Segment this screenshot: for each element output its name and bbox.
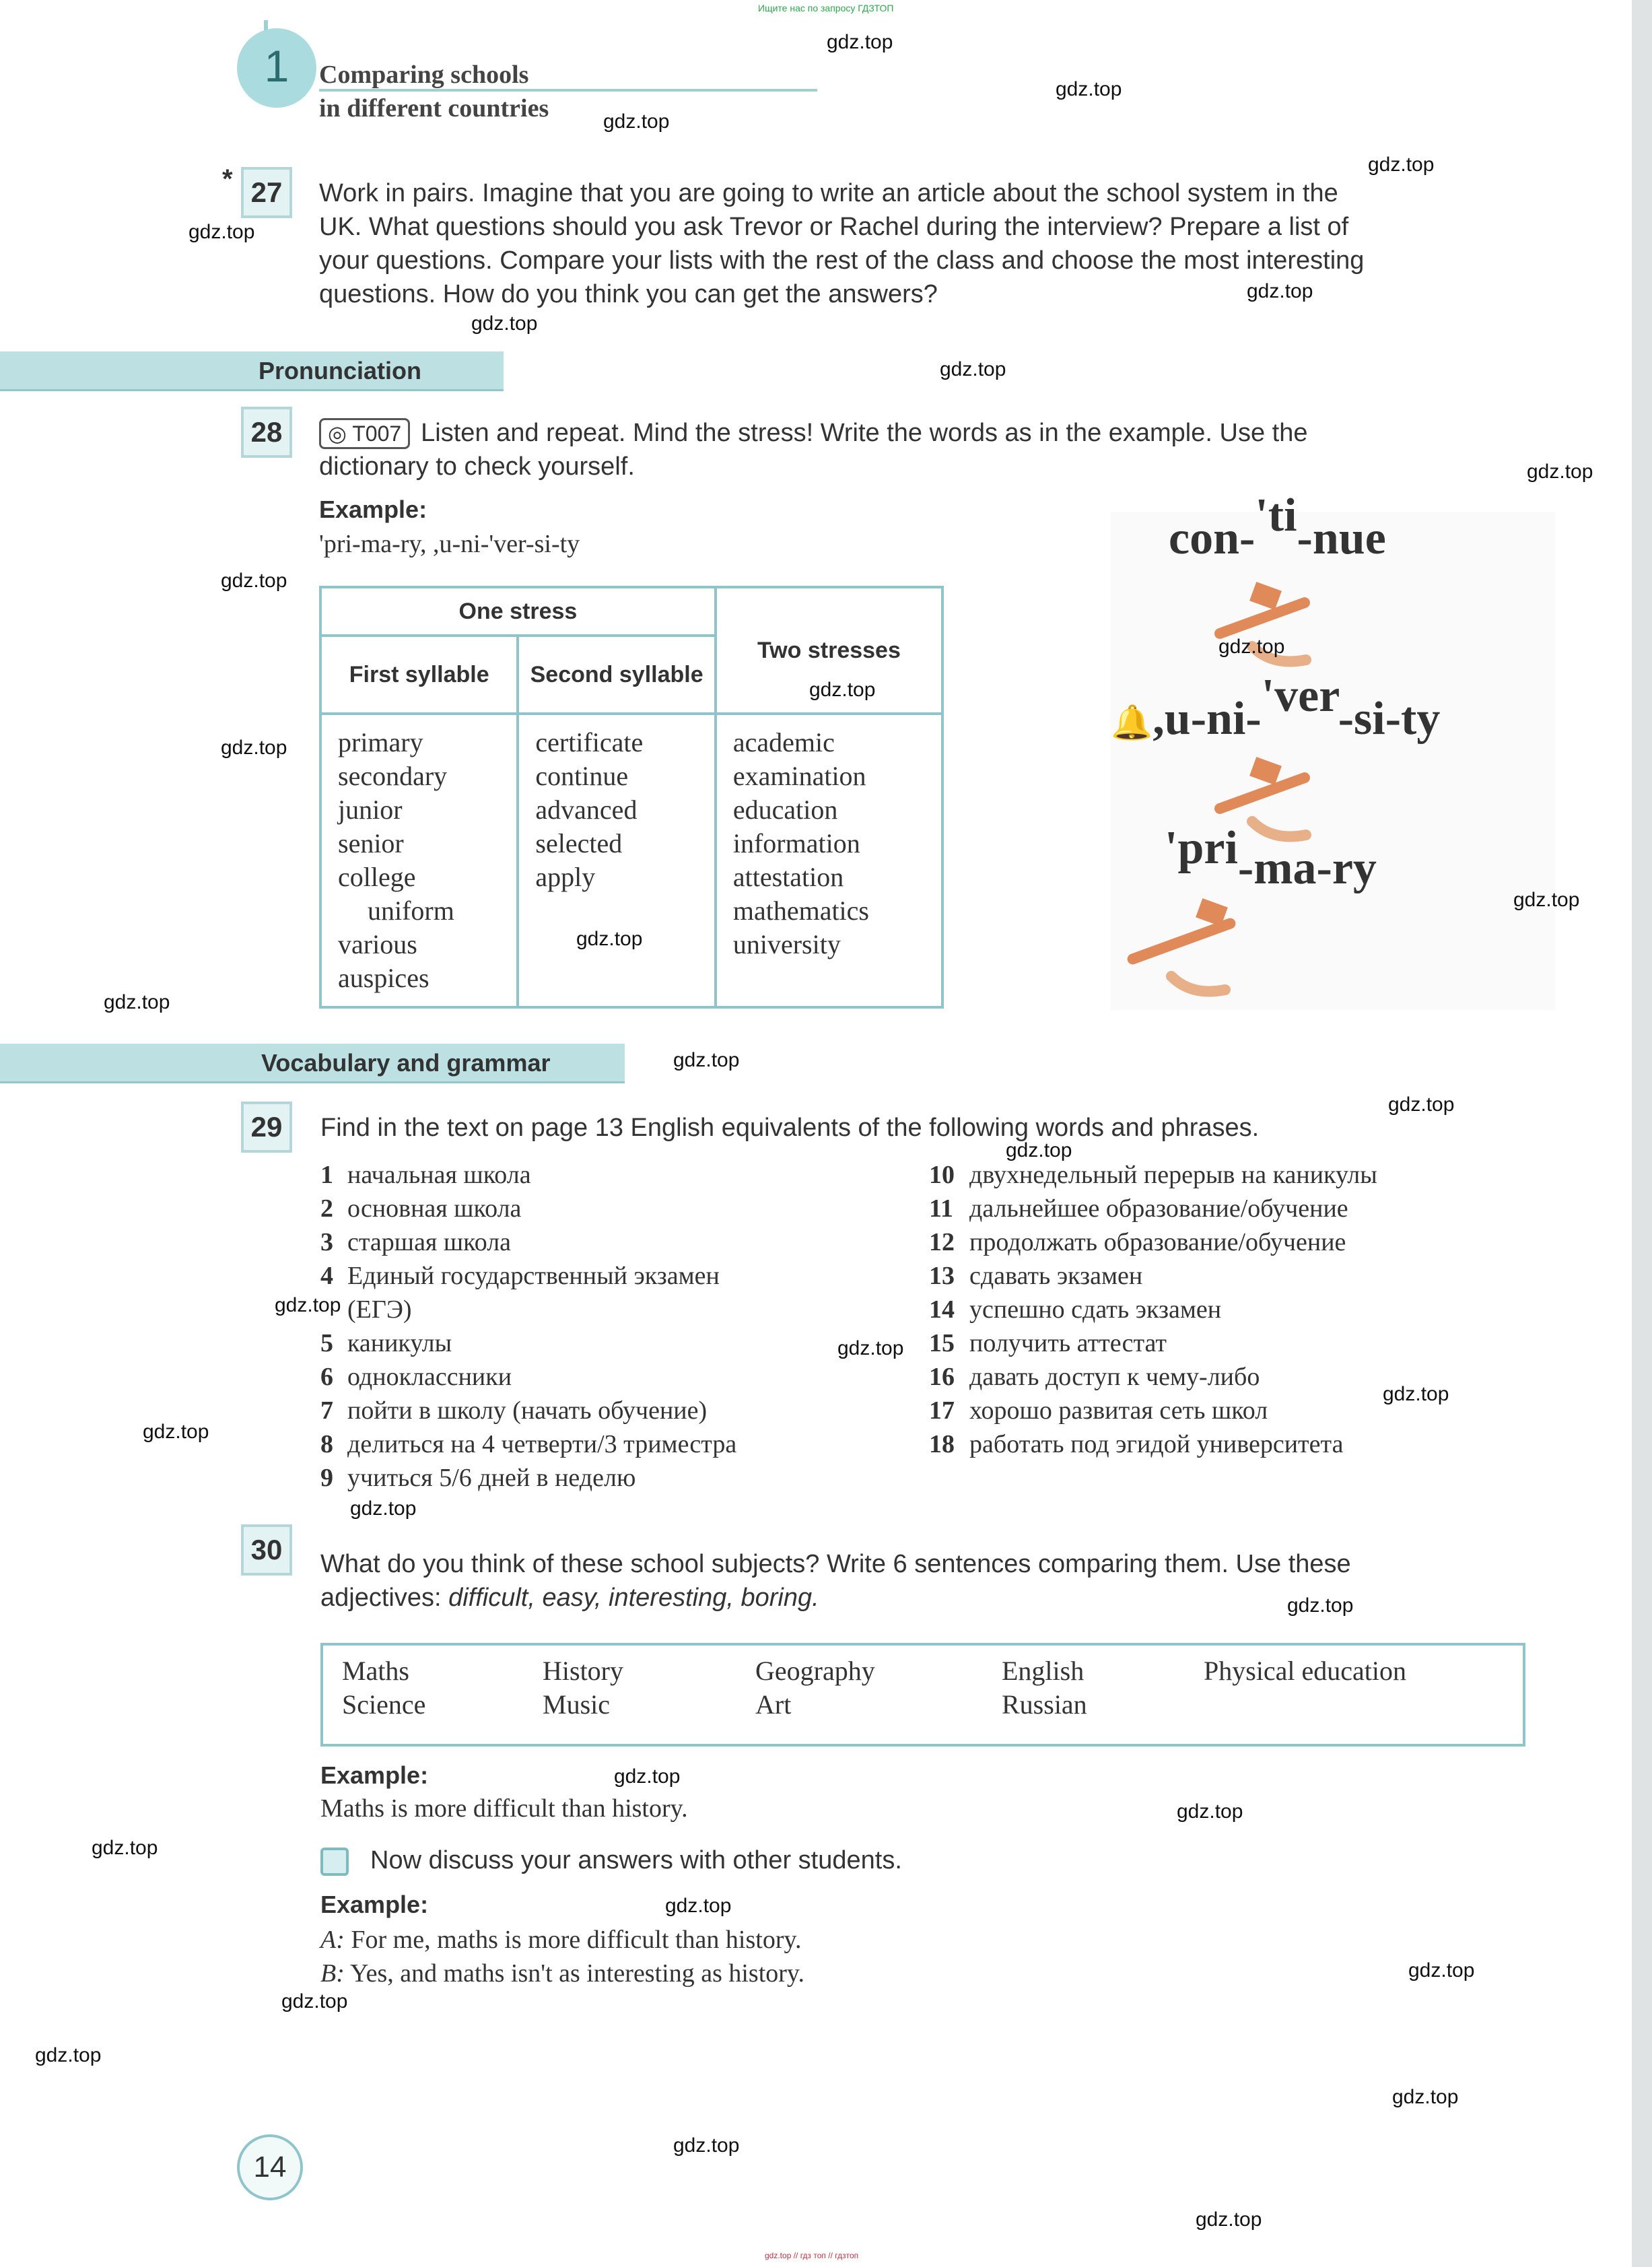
pronunciation-heading: Pronunciation xyxy=(259,357,421,384)
ex27-line: UK. What questions should you ask Trevor or Rachel during the interview? Prepare a list of xyxy=(319,213,1349,241)
list-item xyxy=(320,1326,913,1360)
subject: Geography xyxy=(755,1656,875,1686)
word: secondary xyxy=(338,761,448,791)
item-number: 16 xyxy=(929,1363,955,1391)
item-text: двухнедельный перерыв на каникулы xyxy=(969,1161,1377,1189)
watermark: gdz.top xyxy=(143,1421,209,1443)
list-item xyxy=(929,1158,1521,1192)
word: auspices xyxy=(338,963,429,993)
watermark: gdz.top xyxy=(471,312,538,335)
bell-icon: 🔔 xyxy=(1111,704,1153,741)
word: apply xyxy=(535,862,596,892)
watermark: gdz.top xyxy=(827,31,893,53)
unit-number: 1 xyxy=(264,41,289,91)
watermark: gdz.top xyxy=(1287,1594,1354,1617)
unit-title-line1: Comparing schools xyxy=(319,61,529,89)
item-text: учиться 5/6 дней в неделю xyxy=(347,1464,636,1492)
watermark: gdz.top xyxy=(188,221,255,243)
item-text: пойти в школу (начать обучение) xyxy=(347,1396,708,1425)
item-text: каникулы xyxy=(347,1329,452,1357)
list-item xyxy=(320,1225,913,1259)
watermark: gdz.top xyxy=(1392,2086,1459,2108)
list-item xyxy=(929,1225,1521,1259)
audio-icon: ◎ xyxy=(328,421,353,446)
item-text: делиться на 4 четверти/3 триместра xyxy=(347,1430,737,1458)
list-item xyxy=(929,1192,1521,1225)
item-text: Единый государственный экзамен xyxy=(347,1262,720,1290)
word: various xyxy=(338,929,417,959)
subject: Physical education xyxy=(1204,1656,1407,1686)
syllable: -ma-ry xyxy=(1237,842,1377,894)
dialogue xyxy=(320,1923,804,1990)
word: uniform xyxy=(368,895,454,926)
watermark: gdz.top xyxy=(673,2134,740,2157)
watermark: gdz.top xyxy=(275,1294,341,1316)
exercise-29-instruction: Find in the text on page 13 English equivalents of the following words and phrases. xyxy=(320,1114,1260,1142)
item-text: хорошо развитая сеть школ xyxy=(969,1396,1268,1425)
word: advanced xyxy=(535,794,638,825)
watermark: gdz.top xyxy=(221,570,287,592)
item-number: 3 xyxy=(320,1228,333,1256)
item-number: 14 xyxy=(929,1295,955,1324)
watermark: gdz.top xyxy=(1218,636,1285,658)
item-text: (ЕГЭ) xyxy=(347,1295,412,1324)
list-item xyxy=(320,1293,913,1326)
watermark: gdz.top xyxy=(1408,1959,1475,1982)
watermark: gdz.top xyxy=(1247,280,1313,302)
exercise-30-number: 30 xyxy=(241,1524,292,1576)
watermark: gdz.top xyxy=(1527,461,1593,483)
stress-word-continue xyxy=(1169,489,1386,566)
subject: Music xyxy=(543,1689,610,1720)
watermark: gdz.top xyxy=(1368,154,1435,176)
watermark: gdz.top xyxy=(104,991,170,1013)
watermark: gdz.top xyxy=(1388,1093,1455,1116)
ex28-example-text: 'pri-ma-ry, ,u-ni-'ver-si-ty xyxy=(319,530,580,558)
unit-title xyxy=(319,58,549,125)
watermark: gdz.top xyxy=(350,1497,417,1520)
header-two-stresses: Two stresses xyxy=(716,587,942,714)
item-number: 6 xyxy=(320,1363,333,1391)
unit-badge xyxy=(237,28,316,108)
item-number: 9 xyxy=(320,1464,333,1492)
item-number: 10 xyxy=(929,1161,955,1189)
list-item xyxy=(320,1461,913,1495)
word: mathematics xyxy=(732,895,869,926)
word: senior xyxy=(338,828,404,858)
header-one-stress: One stress xyxy=(320,587,716,636)
header-second-syllable: Second syllable xyxy=(518,636,715,714)
watermark: gdz.top xyxy=(614,1765,681,1788)
word: university xyxy=(732,929,841,959)
speaker: B: xyxy=(320,1959,345,1988)
item-text: получить аттестат xyxy=(969,1329,1167,1357)
watermark: gdz.top xyxy=(837,1337,904,1359)
syllable: -nue xyxy=(1297,512,1386,564)
watermark: gdz.top xyxy=(603,110,670,133)
ex30-example2-label: Example: xyxy=(320,1891,429,1918)
word: information xyxy=(732,828,860,858)
exercise-28-text xyxy=(319,416,1531,483)
stress-illustration xyxy=(1111,489,1555,1010)
subject: Russian xyxy=(1002,1689,1087,1720)
item-number: 7 xyxy=(320,1396,333,1425)
ex28-line2: dictionary to check yourself. xyxy=(319,452,635,481)
bottom-note: gdz.top // гдз топ // гдзтоп xyxy=(765,2251,859,2260)
page-edge xyxy=(1632,0,1652,2267)
word: certificate xyxy=(535,727,644,757)
item-text: сдавать экзамен xyxy=(969,1262,1143,1290)
syllable: -si-ty xyxy=(1338,693,1441,745)
list-item xyxy=(929,1293,1521,1326)
list-item xyxy=(320,1259,913,1293)
pronunciation-band xyxy=(0,351,504,391)
item-number: 1 xyxy=(320,1161,333,1189)
exercise-27-text xyxy=(319,176,1531,311)
unit-title-line2: in different countries xyxy=(319,94,549,123)
item-text: продолжать образование/обучение xyxy=(969,1228,1346,1256)
title-rule xyxy=(319,89,817,92)
watermark: gdz.top xyxy=(281,1990,348,2012)
watermark: gdz.top xyxy=(673,1049,740,1071)
watermark: gdz.top xyxy=(1056,78,1122,100)
second-syllable-cell xyxy=(518,714,715,1007)
item-number: 8 xyxy=(320,1430,333,1458)
dialogue-text: Yes, and maths isn't as interesting as history. xyxy=(349,1959,804,1988)
ex30-line2-prefix: adjectives: xyxy=(320,1584,449,1612)
ex30-example-text: Maths is more difficult than history. xyxy=(320,1794,688,1823)
hammer-icon xyxy=(1212,572,1346,680)
item-text: давать доступ к чему-либо xyxy=(969,1363,1260,1391)
stress-word-primary xyxy=(1165,822,1377,895)
exercise-27-number: 27 xyxy=(241,167,292,218)
item-text: начальная школа xyxy=(347,1161,531,1189)
watermark: gdz.top xyxy=(576,928,643,950)
ex28-line1: Listen and repeat. Mind the stress! Write the words as in the example. Use the xyxy=(421,419,1308,447)
list-item xyxy=(320,1394,913,1427)
watermark: gdz.top xyxy=(221,737,287,759)
item-number: 15 xyxy=(929,1329,955,1357)
watermark: gdz.top xyxy=(1196,2208,1262,2231)
watermark: gdz.top xyxy=(809,679,876,701)
stressed-syllable: 'pri xyxy=(1165,822,1238,874)
watermark: gdz.top xyxy=(1177,1800,1243,1823)
syllable: con- xyxy=(1169,512,1255,564)
top-note: Ищите нас по запросу ГДЗТОП xyxy=(758,3,894,13)
word: examination xyxy=(732,761,866,791)
subject: Art xyxy=(755,1689,792,1720)
stressed-syllable: 'ver xyxy=(1261,670,1338,722)
list-item xyxy=(320,1192,913,1225)
vocabulary-heading: Vocabulary and grammar xyxy=(261,1049,551,1077)
list-item xyxy=(929,1259,1521,1293)
ex27-line: questions. How do you think you can get the answers? xyxy=(319,280,938,308)
pair-work-icon xyxy=(320,1848,349,1876)
item-text: одноклассники xyxy=(347,1363,512,1391)
word: education xyxy=(732,794,838,825)
word: college xyxy=(338,862,416,892)
page-number: 14 xyxy=(237,2134,303,2200)
watermark: gdz.top xyxy=(1006,1139,1072,1161)
subjects-box xyxy=(320,1643,1525,1747)
first-syllable-cell xyxy=(320,714,518,1007)
challenge-marker: * xyxy=(222,164,233,194)
list-item xyxy=(929,1427,1521,1461)
audio-track-badge[interactable] xyxy=(319,418,410,449)
word: academic xyxy=(732,727,835,757)
ex30-line1: What do you think of these school subjects? Write 6 sentences comparing them. Use these xyxy=(320,1550,1351,1578)
list-item xyxy=(320,1427,913,1461)
word: continue xyxy=(535,761,629,791)
subject: Science xyxy=(342,1689,426,1720)
subject: History xyxy=(543,1656,623,1686)
vocabulary-band xyxy=(0,1044,625,1083)
stressed-syllable: 'ti xyxy=(1255,489,1297,541)
item-number: 18 xyxy=(929,1430,955,1458)
watermark: gdz.top xyxy=(665,1895,732,1917)
subject: Maths xyxy=(342,1656,409,1686)
hammer-icon xyxy=(1124,889,1272,1010)
dialogue-line xyxy=(320,1923,804,1957)
exercise-28-number: 28 xyxy=(241,407,292,458)
subject: English xyxy=(1002,1656,1085,1686)
word: primary xyxy=(338,727,423,757)
list-item xyxy=(320,1360,913,1394)
item-number: 2 xyxy=(320,1194,333,1223)
item-number: 17 xyxy=(929,1396,955,1425)
word: attestation xyxy=(732,862,844,892)
item-text: успешно сдать экзамен xyxy=(969,1295,1222,1324)
item-number: 11 xyxy=(929,1194,953,1223)
list-item xyxy=(929,1326,1521,1360)
two-stresses-cell xyxy=(716,714,942,1007)
dialogue-line xyxy=(320,1957,804,1990)
list-item xyxy=(320,1158,913,1192)
vocab-list-right xyxy=(929,1158,1521,1461)
watermark: gdz.top xyxy=(940,358,1006,380)
item-text: старшая школа xyxy=(347,1228,512,1256)
ex27-line: Work in pairs. Imagine that you are going to write an article about the school system in the xyxy=(319,179,1338,207)
item-number: 12 xyxy=(929,1228,955,1256)
watermark: gdz.top xyxy=(1383,1383,1449,1405)
exercise-29-number: 29 xyxy=(241,1102,292,1153)
word: junior xyxy=(338,794,403,825)
watermark: gdz.top xyxy=(35,2044,102,2066)
item-text: работать под эгидой университета xyxy=(969,1430,1344,1458)
syllable: ,u-ni- xyxy=(1152,693,1262,745)
item-number: 5 xyxy=(320,1329,333,1357)
ex30-discuss-text: Now discuss your answers with other students. xyxy=(370,1846,902,1874)
item-number: 13 xyxy=(929,1262,955,1290)
speaker: A: xyxy=(320,1926,345,1954)
ex30-example-label: Example: xyxy=(320,1761,429,1789)
item-text: основная школа xyxy=(347,1194,522,1223)
vocab-list-left xyxy=(320,1158,913,1495)
ex27-line: your questions. Compare your lists with the rest of the class and choose the most interesting xyxy=(319,246,1365,275)
watermark: gdz.top xyxy=(1513,889,1580,911)
header-first-syllable: First syllable xyxy=(320,636,518,714)
item-text: дальнейшее образование/обучение xyxy=(969,1194,1348,1223)
watermark: gdz.top xyxy=(92,1837,158,1859)
audio-track-label: T007 xyxy=(352,421,402,446)
ex30-adjectives: difficult, easy, interesting, boring. xyxy=(448,1584,819,1612)
dialogue-text: For me, maths is more difficult than history. xyxy=(351,1926,802,1954)
stress-word-university xyxy=(1111,670,1441,746)
item-number: 4 xyxy=(320,1262,333,1290)
ex28-example-label: Example: xyxy=(319,496,427,523)
word: selected xyxy=(535,828,623,858)
